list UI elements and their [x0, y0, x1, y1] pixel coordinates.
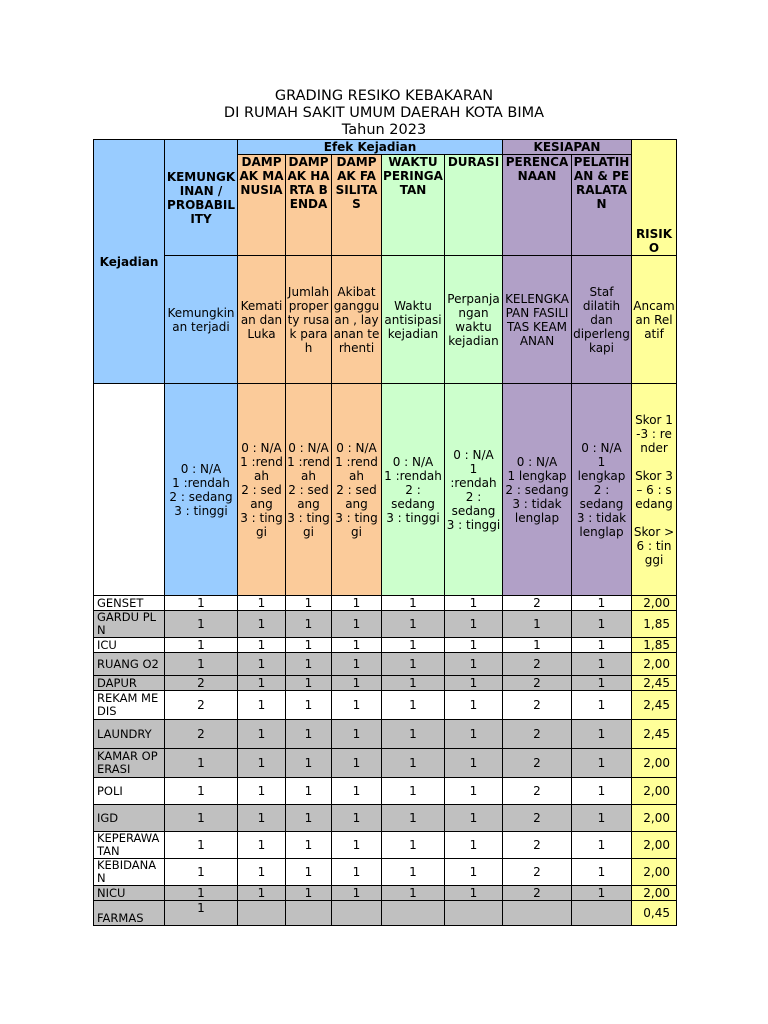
score-cell: 1 [286, 676, 332, 691]
scale-risiko [632, 384, 677, 596]
header-dampak-fasilitas: DAMPAK FASILITAS [332, 155, 382, 256]
scale-line: 2 : sedang [451, 489, 496, 518]
score-cell: 1 [382, 611, 445, 638]
risk-score: 2,00 [632, 805, 677, 832]
table-row [94, 749, 677, 778]
score-cell: 1 [238, 611, 286, 638]
scale-line: 0 : N/A [581, 440, 622, 455]
header-pelatihan: PELATIHAN & PERALATAN [572, 155, 632, 256]
score-cell: 1 [332, 611, 382, 638]
scale-line: 0 : N/A [180, 461, 222, 476]
desc-kemungkinan: Kemungkinan terjadi [165, 256, 238, 384]
scale-line: 1 :rendah [384, 468, 442, 483]
scale-line: 3 : tinggi [287, 510, 330, 539]
scale-durasi [445, 384, 503, 596]
score-cell: 1 [286, 720, 332, 749]
table-row [94, 653, 677, 676]
score-cell: 1 [165, 778, 238, 805]
scale-line: 1 :rendah [287, 454, 330, 483]
score-cell: 1 [332, 653, 382, 676]
scale-pelatihan [572, 384, 632, 596]
score-cell: 1 [445, 832, 503, 859]
header-durasi: DURASI [445, 155, 503, 256]
risk-score: 2,00 [632, 596, 677, 611]
table-row [94, 901, 677, 926]
score-cell: 1 [503, 638, 572, 653]
table-row [94, 778, 677, 805]
risk-score: 2,00 [632, 859, 677, 886]
score-cell: 2 [165, 676, 238, 691]
scale-line: 1 :rendah [240, 454, 283, 483]
score-cell: 1 [445, 749, 503, 778]
risk-grading-table [93, 139, 677, 926]
row-name: REKAM MEDIS [94, 691, 165, 720]
score-cell: 1 [382, 638, 445, 653]
score-cell [572, 901, 632, 926]
desc-perencanaan: KELENGKAPAN FASILITAS KEAMANAN [503, 256, 572, 384]
scale-line: 2 : sedang [579, 482, 624, 511]
row-name: KAMAR OPERASI [94, 749, 165, 778]
score-cell: 1 [382, 720, 445, 749]
desc-pelatihan: Staf dilatih dan diperlengkapi [572, 256, 632, 384]
score-cell: 1 [286, 805, 332, 832]
score-cell: 1 [572, 720, 632, 749]
score-cell: 1 [165, 886, 238, 901]
row-name: DAPUR [94, 676, 165, 691]
score-cell: 1 [238, 778, 286, 805]
document-year: Tahun 2023 [341, 122, 427, 138]
score-cell: 1 [572, 886, 632, 901]
score-cell: 2 [165, 691, 238, 720]
group-efek-kejadian: Efek Kejadian [238, 140, 503, 155]
scale-line: 1 lengkap [507, 468, 567, 483]
score-cell: 2 [503, 720, 572, 749]
score-cell: 1 [445, 859, 503, 886]
score-cell: 1 [238, 832, 286, 859]
scale-dampak-fasilitas [332, 384, 382, 596]
header-kejadian: Kejadian [94, 140, 165, 384]
score-cell: 1 [382, 596, 445, 611]
score-cell: 1 [332, 638, 382, 653]
score-cell: 1 [572, 653, 632, 676]
header-kemungkinan: KEMUNGKINAN / PROBABILITY [165, 140, 238, 256]
score-cell: 2 [503, 886, 572, 901]
score-cell: 1 [382, 886, 445, 901]
score-cell: 1 [503, 611, 572, 638]
risk-score: 1,85 [632, 638, 677, 653]
score-cell: 1 [382, 805, 445, 832]
score-cell: 1 [286, 749, 332, 778]
risk-score: 2,00 [632, 749, 677, 778]
score-cell: 1 [238, 596, 286, 611]
score-cell: 1 [238, 720, 286, 749]
scale-line: 3 : tinggi [174, 503, 228, 518]
score-cell: 1 [332, 859, 382, 886]
score-cell: 1 [382, 859, 445, 886]
scale-line: 2 : sedang [391, 482, 435, 511]
score-cell: 1 [165, 901, 238, 926]
row-name: KEPERAWATAN [94, 832, 165, 859]
score-cell [238, 901, 286, 926]
score-cell: 1 [286, 638, 332, 653]
risk-score: 2,45 [632, 691, 677, 720]
score-cell: 2 [503, 653, 572, 676]
desc-dampak-manusia: Kematian dan Luka [238, 256, 286, 384]
score-cell: 1 [238, 653, 286, 676]
scale-waktu [382, 384, 445, 596]
score-cell: 1 [445, 886, 503, 901]
row-name: GENSET [94, 596, 165, 611]
table-row [94, 691, 677, 720]
score-cell: 1 [286, 859, 332, 886]
score-cell: 1 [572, 805, 632, 832]
row-name: KEBIDANAN [94, 859, 165, 886]
score-cell: 1 [238, 805, 286, 832]
score-cell: 2 [503, 832, 572, 859]
score-cell: 2 [503, 859, 572, 886]
scale-line: 0 : N/A [241, 440, 282, 455]
row-name: IGD [94, 805, 165, 832]
score-cell: 1 [165, 638, 238, 653]
desc-dampak-fasilitas: Akibat gangguan , layanan terhenti [332, 256, 382, 384]
score-cell: 1 [286, 778, 332, 805]
score-cell: 1 [332, 749, 382, 778]
score-cell: 1 [286, 611, 332, 638]
document-subtitle: DI RUMAH SAKIT UMUM DAERAH KOTA BIMA [223, 105, 545, 121]
score-cell: 1 [572, 596, 632, 611]
score-cell: 1 [332, 832, 382, 859]
scale-line: 0 : N/A [288, 440, 329, 455]
row-name: FARMAS [94, 901, 165, 926]
score-cell: 2 [503, 778, 572, 805]
score-cell: 2 [503, 676, 572, 691]
score-cell: 1 [382, 832, 445, 859]
scale-line: 2 : sedang [505, 482, 569, 497]
score-cell: 2 [165, 720, 238, 749]
scale-line: 1 :rendah [172, 475, 230, 490]
row-name: POLI [94, 778, 165, 805]
row-name: GARDU PLN [94, 611, 165, 638]
scale-line: Skor 3 – 6 : sedang [635, 468, 673, 511]
score-cell: 1 [445, 805, 503, 832]
score-cell: 1 [165, 805, 238, 832]
table-row [94, 805, 677, 832]
score-cell: 1 [238, 676, 286, 691]
scale-line: 3 : tinggi [240, 510, 283, 539]
score-cell: 1 [332, 720, 382, 749]
scale-line: 2 : sedang [288, 482, 329, 511]
score-cell: 1 [286, 596, 332, 611]
score-cell: 1 [572, 676, 632, 691]
score-cell: 1 [445, 638, 503, 653]
desc-dampak-harta: Jumlah property rusak parah [286, 256, 332, 384]
scale-line: 2 : sedang [169, 489, 233, 504]
score-cell: 1 [286, 886, 332, 901]
scale-line: 0 : N/A [336, 440, 377, 455]
score-cell: 1 [572, 611, 632, 638]
score-cell: 1 [332, 886, 382, 901]
header-waktu-peringatan: WAKTU PERINGATAN [382, 155, 445, 256]
score-cell: 1 [572, 832, 632, 859]
score-cell: 1 [445, 720, 503, 749]
table-row [94, 859, 677, 886]
scale-line: 3 : tidak lenglap [512, 496, 562, 525]
score-cell: 1 [445, 691, 503, 720]
row-name: NICU [94, 886, 165, 901]
scale-line: Skor 1-3 : render [635, 412, 673, 455]
scale-dampak-harta [286, 384, 332, 596]
scale-line: 3 : tidak lenglap [576, 510, 627, 539]
scale-perencanaan [503, 384, 572, 596]
scale-line: Skor > 6 : tinggi [633, 524, 675, 567]
score-cell: 1 [572, 691, 632, 720]
desc-waktu: Waktu antisipasi kejadian [382, 256, 445, 384]
score-cell: 1 [382, 691, 445, 720]
score-cell: 1 [572, 638, 632, 653]
scale-line: 0 : N/A [453, 447, 494, 462]
risk-score: 2,00 [632, 778, 677, 805]
score-cell: 1 [382, 676, 445, 691]
score-cell: 1 [238, 638, 286, 653]
score-cell: 1 [165, 653, 238, 676]
risk-score: 2,45 [632, 720, 677, 749]
score-cell: 2 [503, 691, 572, 720]
scale-line: 2 : sedang [241, 482, 282, 511]
row-name: RUANG O2 [94, 653, 165, 676]
score-cell [286, 901, 332, 926]
desc-risiko: Ancaman Relatif [632, 256, 677, 384]
scale-dampak-manusia [238, 384, 286, 596]
score-cell: 1 [332, 778, 382, 805]
score-cell: 1 [238, 691, 286, 720]
score-cell: 1 [165, 596, 238, 611]
scale-kejadian-empty [94, 384, 165, 596]
scale-line: 1 lengkap [577, 454, 626, 483]
score-cell: 1 [332, 691, 382, 720]
risk-score: 0,45 [632, 901, 677, 926]
table-row [94, 596, 677, 611]
score-cell: 2 [503, 749, 572, 778]
group-kesiapan: KESIAPAN [503, 140, 632, 155]
table-row [94, 886, 677, 901]
risk-score: 2,45 [632, 676, 677, 691]
table-row [94, 676, 677, 691]
scale-line: 3 : tinggi [386, 510, 440, 525]
score-cell: 1 [165, 832, 238, 859]
score-cell: 1 [165, 611, 238, 638]
risk-score: 2,00 [632, 832, 677, 859]
score-cell: 1 [238, 886, 286, 901]
score-cell: 1 [445, 596, 503, 611]
risk-score: 2,00 [632, 886, 677, 901]
table-row [94, 720, 677, 749]
score-cell: 1 [238, 859, 286, 886]
score-cell: 1 [332, 805, 382, 832]
table-row [94, 832, 677, 859]
scale-line: 3 : tinggi [446, 517, 501, 532]
table-row [94, 638, 677, 653]
document-title: GRADING RESIKO KEBAKARAN [274, 88, 494, 104]
row-name: ICU [94, 638, 165, 653]
score-cell: 1 [382, 653, 445, 676]
score-cell: 1 [286, 691, 332, 720]
score-cell [503, 901, 572, 926]
score-cell: 1 [382, 749, 445, 778]
score-cell: 1 [445, 653, 503, 676]
score-cell: 1 [286, 832, 332, 859]
score-cell: 1 [332, 596, 382, 611]
score-cell: 1 [286, 653, 332, 676]
score-cell: 1 [572, 859, 632, 886]
score-cell: 1 [572, 749, 632, 778]
score-cell: 1 [382, 778, 445, 805]
table-row [94, 611, 677, 638]
scale-line: 0 : N/A [516, 454, 558, 469]
score-cell: 1 [332, 676, 382, 691]
header-risiko: RISIKO [632, 140, 677, 256]
header-dampak-manusia: DAMPAK MANUSIA [238, 155, 286, 256]
score-cell: 1 [445, 676, 503, 691]
score-cell: 1 [238, 749, 286, 778]
score-cell: 2 [503, 805, 572, 832]
risk-score: 2,00 [632, 653, 677, 676]
scale-line: 1 :rendah [450, 461, 497, 490]
scale-line: 1 :rendah [335, 454, 378, 483]
row-name: LAUNDRY [94, 720, 165, 749]
score-cell: 1 [165, 749, 238, 778]
score-cell: 1 [572, 778, 632, 805]
risk-score: 1,85 [632, 611, 677, 638]
score-cell: 1 [445, 611, 503, 638]
score-cell: 1 [165, 859, 238, 886]
header-dampak-harta: DAMPAK HARTA BENDA [286, 155, 332, 256]
score-cell: 1 [445, 778, 503, 805]
scale-line: 2 : sedang [336, 482, 377, 511]
score-cell [445, 901, 503, 926]
scale-line: 0 : N/A [392, 454, 434, 469]
score-cell [382, 901, 445, 926]
score-cell [332, 901, 382, 926]
score-cell: 2 [503, 596, 572, 611]
header-perencanaan: PERENCANAAN [503, 155, 572, 256]
scale-line: 3 : tinggi [335, 510, 378, 539]
desc-durasi: Perpanjangan waktu kejadian [445, 256, 503, 384]
scale-kemungkinan [165, 384, 238, 596]
